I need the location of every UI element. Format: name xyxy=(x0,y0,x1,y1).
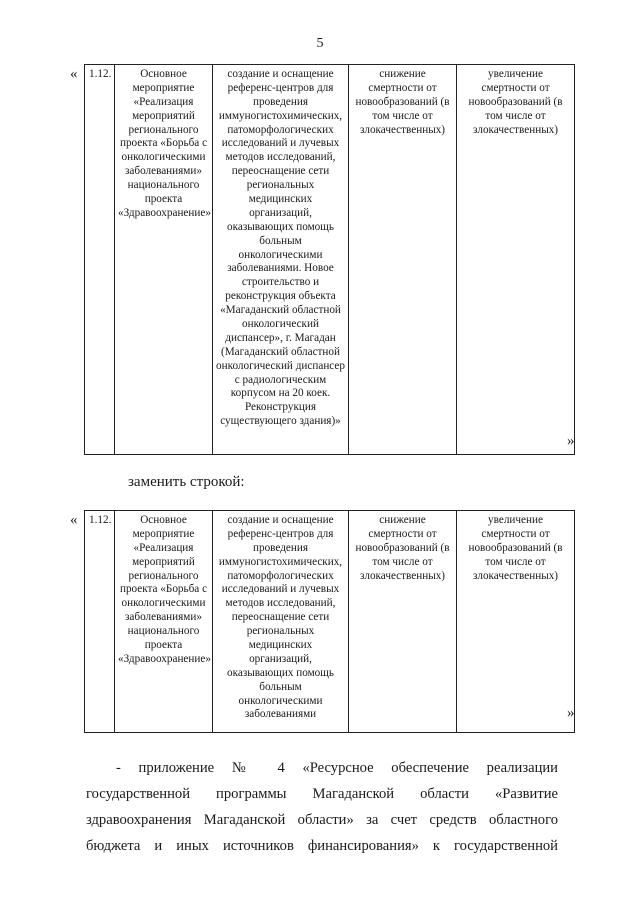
opening-quote: « xyxy=(70,66,78,82)
result-cell: снижение смертности от новообразований (в том числе от злокачественных) xyxy=(349,511,457,733)
event-cell: Основное мероприятие «Реализация мероприятий регионального проекта «Борьба с онкологическими заболеваниями» национального проекта «Здравоохранение» xyxy=(115,511,213,733)
opening-quote: « xyxy=(70,512,78,528)
old-row-table xyxy=(84,64,575,455)
effect-cell: увеличение смертности от новообразований (в том числе от злокачественных) xyxy=(457,511,575,733)
replace-instruction: заменить строкой: xyxy=(128,474,245,490)
content-cell: создание и оснащение референс-центров для проведения иммуногистохимических, патоморфологических исследований и лучевых методов исследований, переоснащение сети региональных медицинских организаций, оказывающих помощь больным онкологическими заболеваниями. Новое строительство и реконструкция объекта «Магаданский областной онкологический диспансер», г. Магадан (Магаданский областной онкологический диспансер с радиологическим корпусом на 20 коек. Реконструкция существующего здания)» xyxy=(213,65,349,455)
effect-cell: увеличение смертности от новообразований (в том числе от злокачественных) xyxy=(457,65,575,455)
event-cell: Основное мероприятие «Реализация мероприятий регионального проекта «Борьба с онкологическими заболеваниями» национального проекта «Здравоохранение» xyxy=(115,65,213,455)
row-number: 1.12. xyxy=(85,65,115,455)
result-cell: снижение смертности от новообразований (в том числе от злокачественных) xyxy=(349,65,457,455)
new-row-table xyxy=(84,510,575,733)
row-number: 1.12. xyxy=(85,511,115,733)
page-number: 5 xyxy=(316,36,324,51)
paragraph-text: - приложение № 4 «Ресурсное обеспечение реализации государственной программы Магаданской области «Развитие здравоохранения Магаданской области» за счет средств областного бюджета и иных источников финансирования» к государственной xyxy=(86,760,558,854)
amendment-paragraph xyxy=(86,755,558,859)
content-cell: создание и оснащение референс-центров для проведения иммуногистохимических, патоморфологических исследований и лучевых методов исследований, переоснащение сети региональных медицинских организаций, оказывающих помощь больным онкологическими заболеваниями xyxy=(213,511,349,733)
closing-quote: » xyxy=(567,705,575,721)
closing-quote: » xyxy=(567,433,575,449)
